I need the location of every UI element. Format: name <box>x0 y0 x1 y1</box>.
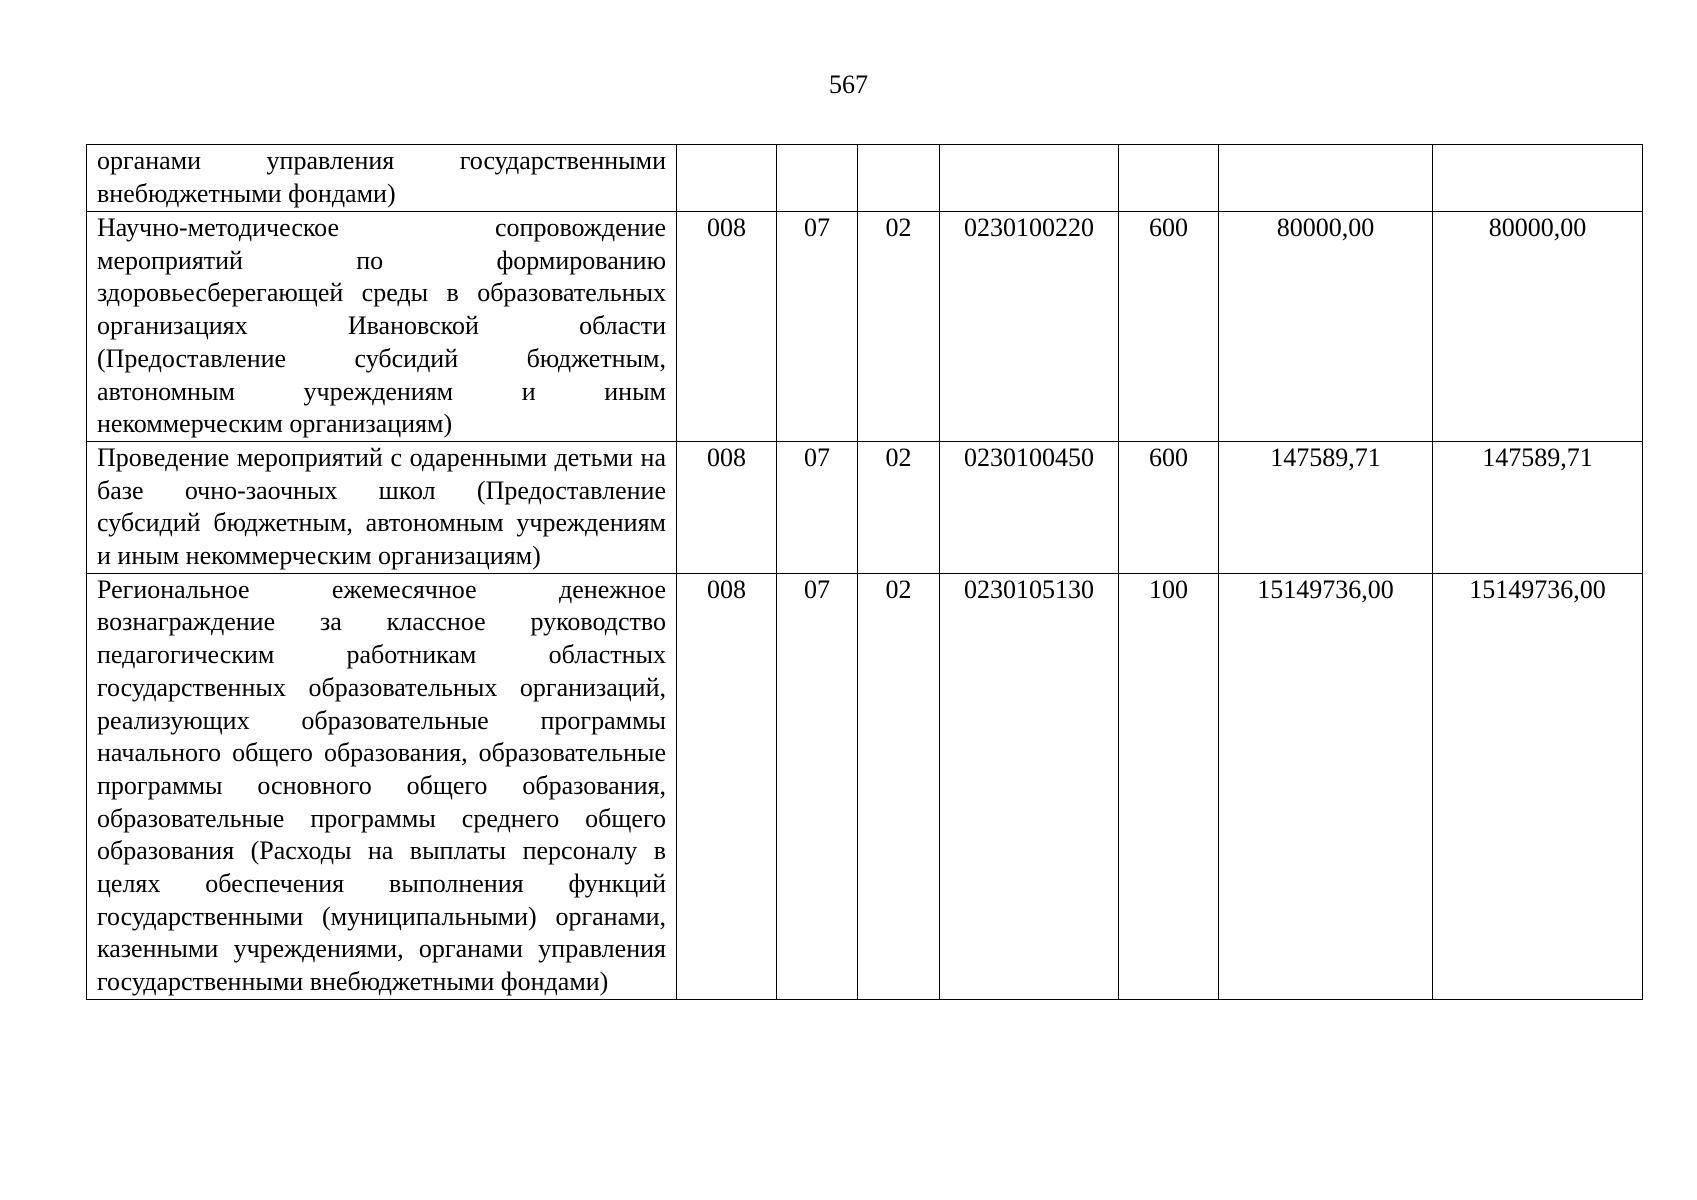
table-row <box>87 573 1643 999</box>
table-row <box>87 212 1643 442</box>
ministry-code: 008 <box>677 212 777 442</box>
amount-second-year: 147589,71 <box>1433 441 1643 573</box>
subsection-code: 02 <box>858 573 940 999</box>
subsection-code: 02 <box>858 441 940 573</box>
budget-table <box>86 144 1643 1000</box>
amount-second-year: 80000,00 <box>1433 212 1643 442</box>
row-description: Проведение мероприятий с одаренными детьми на базе очно-заочных школ (Предоставление субсидий бюджетным, автономным учреждениям и иным некоммерческим организациям) <box>87 441 677 573</box>
amount-first-year <box>1219 145 1433 212</box>
section-code <box>777 145 858 212</box>
ministry-code: 008 <box>677 441 777 573</box>
table-row <box>87 441 1643 573</box>
amount-first-year: 15149736,00 <box>1219 573 1433 999</box>
subsection-code: 02 <box>858 212 940 442</box>
ministry-code: 008 <box>677 573 777 999</box>
target-article-code: 0230100220 <box>940 212 1119 442</box>
page-number: 567 <box>829 70 868 99</box>
target-article-code: 0230100450 <box>940 441 1119 573</box>
target-article-code <box>940 145 1119 212</box>
row-description: Региональное ежемесячное денежное вознаграждение за классное руководство педагогическим работникам областных государственных образовательных организаций, реализующих образовательные программы начального общего образования, образовательные программы основного общего образования, образовательные программы среднего общего образования (Расходы на выплаты персоналу в целях обеспечения выполнения функций государственными (муниципальными) органами, казенными учреждениями, органами управления государственными внебюджетными фондами) <box>87 573 677 999</box>
expense-type-code <box>1119 145 1219 212</box>
expense-type-code: 600 <box>1119 212 1219 442</box>
expense-type-code: 600 <box>1119 441 1219 573</box>
amount-first-year: 80000,00 <box>1219 212 1433 442</box>
row-description: Научно-методическое сопровождение мероприятий по формированию здоровьесберегающей среды в образовательных организациях Ивановской области (Предоставление субсидий бюджетным, автономным учреждениям и иным некоммерческим организациям) <box>87 212 677 442</box>
table-row <box>87 145 1643 212</box>
section-code: 07 <box>777 441 858 573</box>
amount-second-year <box>1433 145 1643 212</box>
target-article-code: 0230105130 <box>940 573 1119 999</box>
row-description: органами управления государственными внебюджетными фондами) <box>87 145 677 212</box>
amount-second-year: 15149736,00 <box>1433 573 1643 999</box>
section-code: 07 <box>777 212 858 442</box>
section-code: 07 <box>777 573 858 999</box>
subsection-code <box>858 145 940 212</box>
ministry-code <box>677 145 777 212</box>
expense-type-code: 100 <box>1119 573 1219 999</box>
amount-first-year: 147589,71 <box>1219 441 1433 573</box>
